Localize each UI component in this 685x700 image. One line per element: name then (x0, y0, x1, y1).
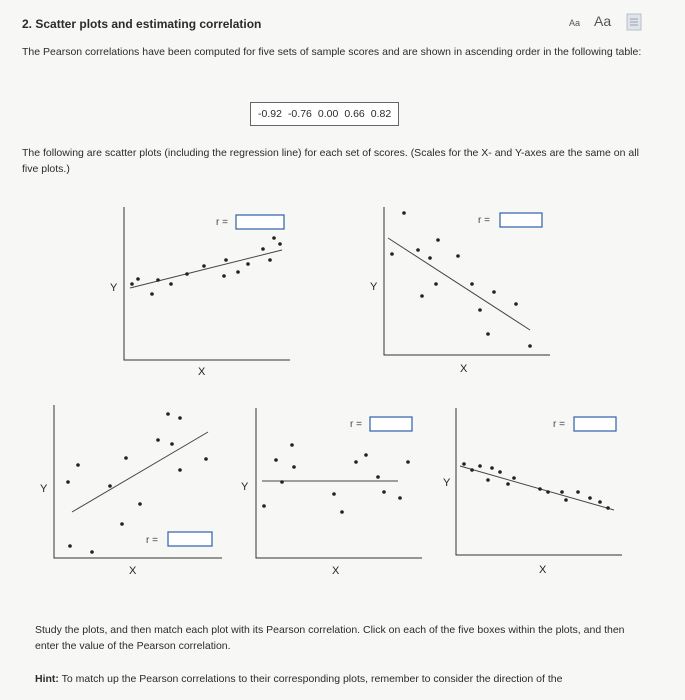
plot3-point (178, 468, 182, 472)
plot5-r-label: r = (553, 419, 565, 430)
plot4-point (292, 465, 296, 469)
plot5-point (498, 470, 502, 474)
plot2-point (456, 254, 460, 258)
plots-intro-text: The following are scatter plots (including the regression line) for each set of scores. (Scales for the X- and Y-axes are the same on all five plots.) (22, 147, 639, 175)
plot2-point (420, 294, 424, 298)
plot3-point (124, 456, 128, 460)
plot5-point (588, 496, 592, 500)
plot5-point (598, 500, 602, 504)
hint-label: Hint: (35, 673, 59, 685)
plot1-r-input[interactable] (236, 215, 284, 229)
plot2-point (492, 290, 496, 294)
plot5-point (546, 490, 550, 494)
plot4-point (290, 443, 294, 447)
plot1-point (224, 258, 228, 262)
plot5-x-label: X (539, 564, 547, 576)
plot5-point (512, 476, 516, 480)
plot1-point (202, 264, 206, 268)
plot3-point (166, 412, 170, 416)
plot5-point (564, 498, 568, 502)
plot5-point (462, 462, 466, 466)
plot2-x-label: X (460, 363, 468, 375)
plot2-point (436, 238, 440, 242)
font-size-increase-button[interactable]: Aa (594, 13, 612, 29)
plot1-point (222, 274, 226, 278)
plot5-r-input[interactable] (574, 417, 616, 431)
plot3-point (66, 480, 70, 484)
plot3-r-label: r = (146, 535, 158, 546)
font-size-decrease-button[interactable]: Aa (569, 18, 581, 28)
plot4-point (376, 475, 380, 479)
plot2-point (470, 282, 474, 286)
correlation-value: 0.00 (317, 108, 339, 120)
intro-text: The Pearson correlations have been computed for five sets of sample scores and are shown in ascending order in the following table: (22, 46, 642, 58)
plot4-point (382, 490, 386, 494)
plot4-point (354, 460, 358, 464)
correlation-value: 0.82 (370, 108, 392, 120)
plot2-point (514, 302, 518, 306)
plot5-point (576, 490, 580, 494)
question-title: 2. Scatter plots and estimating correlation (22, 17, 262, 31)
plot2-point (402, 211, 406, 215)
plot2-r-input[interactable] (500, 213, 542, 227)
plot2-point (528, 344, 532, 348)
plot4-point (406, 460, 410, 464)
plot5-point (506, 482, 510, 486)
plot4-point (332, 492, 336, 496)
plot1-point (185, 272, 189, 276)
plot1-r-label: r = (216, 217, 228, 228)
plot5-regression-line (460, 466, 614, 510)
plot3-point (76, 463, 80, 467)
plot2-point (478, 308, 482, 312)
plot3-regression-line (72, 432, 208, 512)
plot1-point (236, 270, 240, 274)
plot3-point (156, 438, 160, 442)
plot5-point (490, 466, 494, 470)
plot4-point (398, 496, 402, 500)
plot1-point (156, 278, 160, 282)
plot1-point (150, 292, 154, 296)
instructions-text: Study the plots, and then match each plot with its Pearson correlation. Click on each of the five boxes within the plots, and then enter the value of the Pearson correlation. (35, 624, 625, 652)
plot4-point (364, 453, 368, 457)
plot4-x-label: X (332, 565, 340, 577)
hint-body: To match up the Pearson correlations to their corresponding plots, remember to consider the direction of the (58, 673, 563, 685)
plot4-point (262, 504, 266, 508)
correlation-value: -0.92 (258, 108, 282, 120)
plot5-point (538, 487, 542, 491)
plot2-axes (384, 207, 550, 355)
plot4-r-label: r = (350, 419, 362, 430)
plot1-point (246, 262, 250, 266)
plot3-point (68, 544, 72, 548)
plot3-y-label: Y (40, 483, 48, 495)
plot2-point (434, 282, 438, 286)
plot2-point (486, 332, 490, 336)
plot1-point (261, 247, 265, 251)
correlation-value: 0.66 (344, 108, 365, 120)
plot2-point (428, 256, 432, 260)
plot1-regression-line (130, 250, 282, 288)
plot3-point (178, 416, 182, 420)
plot5-point (470, 468, 474, 472)
plot1-y-label: Y (110, 282, 118, 294)
plot1-x-label: X (198, 366, 206, 378)
plot3-point (120, 522, 124, 526)
plot4-r-input[interactable] (370, 417, 412, 431)
plot3-r-input[interactable] (168, 532, 212, 546)
plot3-point (204, 457, 208, 461)
plot3-point (138, 502, 142, 506)
plot4-point (340, 510, 344, 514)
correlation-value: -0.76 (287, 108, 312, 120)
plot1-point (272, 236, 276, 240)
plot2-y-label: Y (370, 281, 378, 293)
plot5-point (486, 478, 490, 482)
plot1-point (268, 258, 272, 262)
hint-text (35, 671, 655, 687)
plot3-point (108, 484, 112, 488)
plot5-point (560, 490, 564, 494)
plot3-x-label: X (129, 565, 137, 577)
plot1-point (169, 282, 173, 286)
plot2-regression-line (388, 238, 530, 330)
plot2-r-label: r = (478, 215, 490, 226)
plot4-point (274, 458, 278, 462)
plot1-point (130, 282, 134, 286)
plot1-point (136, 277, 140, 281)
plot4-point (280, 480, 284, 484)
plot5-point (606, 506, 610, 510)
plot5-point (478, 464, 482, 468)
plot2-point (390, 252, 394, 256)
plot3-point (170, 442, 174, 446)
plot5-y-label: Y (443, 477, 451, 489)
plot2-point (416, 248, 420, 252)
plot4-y-label: Y (241, 481, 249, 493)
plot1-point (278, 242, 282, 246)
plot3-point (90, 550, 94, 554)
